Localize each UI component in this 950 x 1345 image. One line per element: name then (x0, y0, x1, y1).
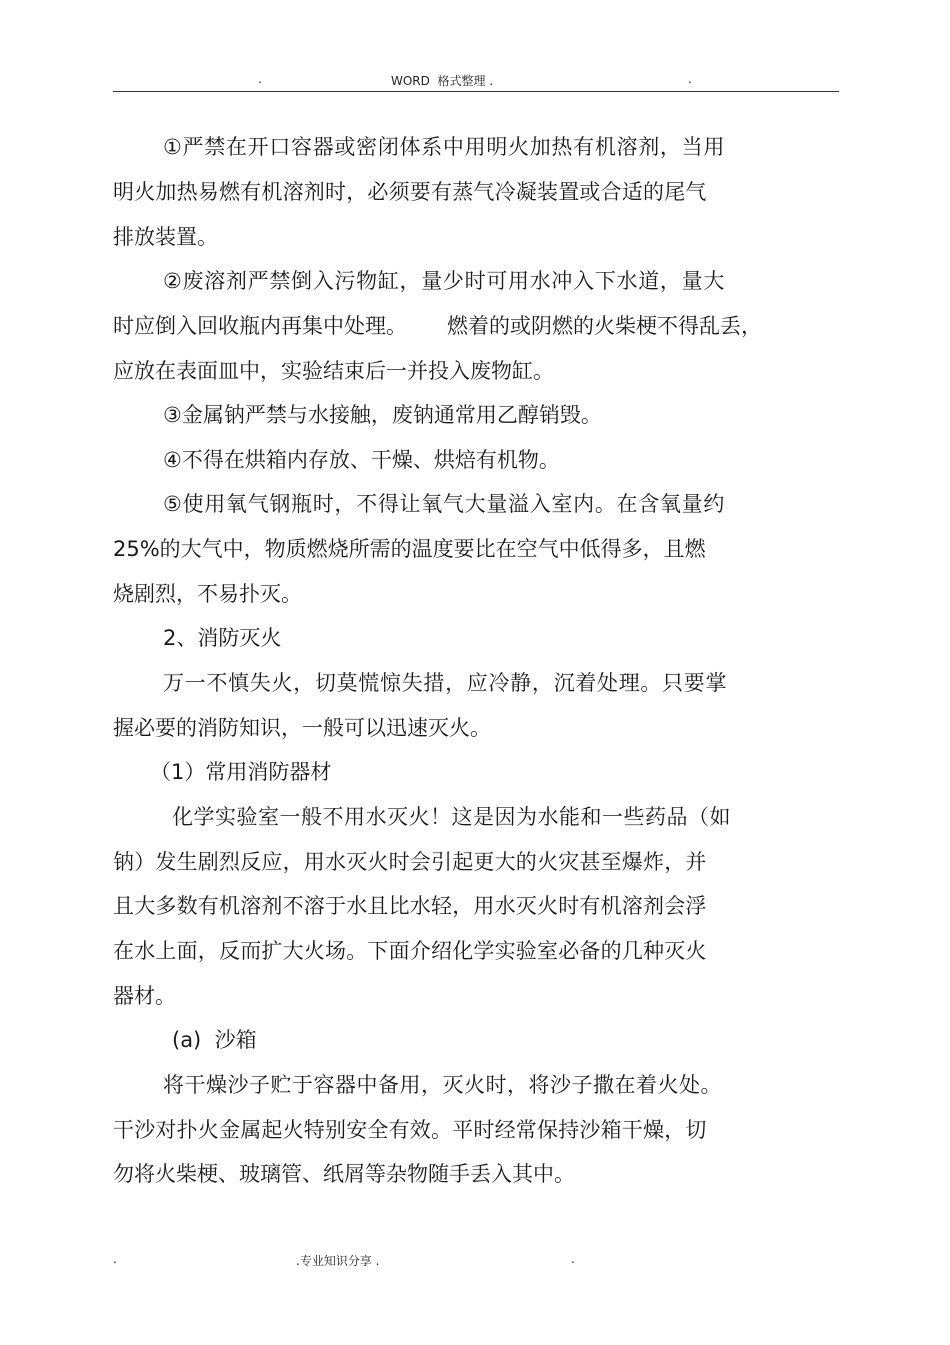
paragraph-line: 在水上面，反而扩大火场。下面介绍化学实验室必备的几种灭火 (113, 939, 707, 963)
paragraph-line: ③金属钠严禁与水接触，废钠通常用乙醇销毁。 (163, 403, 602, 427)
paragraph-line: 排放装置。 (113, 225, 218, 249)
footer-dot-left: . (113, 1252, 117, 1266)
paragraph-line: 握必要的消防知识，一般可以迅速灭火。 (113, 716, 491, 740)
paragraph-line: 25%的大气中，物质燃烧所需的温度要比在空气中低得多，且燃 (113, 537, 706, 561)
header-title: WORD 格式整理 . (391, 74, 494, 88)
footer-text: .专业知识分享 . (296, 1254, 380, 1268)
paragraph-line: 勿将火柴梗、玻璃管、纸屑等杂物随手丢入其中。 (113, 1162, 575, 1186)
subsection-heading: （1）常用消防器材 (150, 760, 332, 784)
paragraph-line: 且大多数有机溶剂不溶于水且比水轻，用水灭火时有机溶剂会浮 (113, 894, 707, 918)
paragraph-line: 时应倒入回收瓶内再集中处理。 燃着的或阴燃的火柴梗不得乱丢， (113, 314, 763, 338)
paragraph-line: ①严禁在开口容器或密闭体系中用明火加热有机溶剂，当用 (163, 135, 726, 159)
paragraph-line: 将干燥沙子贮于容器中备用，灭火时，将沙子撒在着火处。 (163, 1073, 722, 1097)
paragraph-line: 化学实验室一般不用水灭火！这是因为水能和一些药品（如 (172, 805, 731, 829)
paragraph-line: 钠）发生剧烈反应，用水灭火时会引起更大的火灾甚至爆炸，并 (113, 850, 707, 874)
paragraph-line: 干沙对扑火金属起火特别安全有效。平时经常保持沙箱干燥，切 (113, 1118, 707, 1142)
paragraph-line: 明火加热易燃有机溶剂时，必须要有蒸气冷凝装置或合适的尾气 (113, 180, 707, 204)
paragraph-line: 万一不慎失火，切莫慌惊失措，应冷静，沉着处理。只要掌 (163, 671, 728, 695)
paragraph-line: 烧剧烈，不易扑灭。 (113, 582, 302, 606)
paragraph-line: ④不得在烘箱内存放、干燥、烘焙有机物。 (163, 448, 560, 472)
paragraph-line: 器材。 (113, 984, 176, 1008)
header-rule (113, 91, 839, 92)
subsection-heading: (a) 沙箱 (172, 1028, 257, 1052)
paragraph-line: ②废溶剂严禁倒入污物缸，量少时可用水冲入下水道，量大 (163, 269, 726, 293)
section-heading: 2、消防灭火 (163, 626, 282, 650)
paragraph-line: ⑤使用氧气钢瓶时，不得让氧气大量溢入室内。在含氧量约 (163, 492, 726, 516)
paragraph-line: 应放在表面皿中，实验结束后一并投入废物缸。 (113, 359, 554, 383)
header-dot-right: . (688, 72, 692, 86)
header-dot-left: . (258, 72, 262, 86)
footer-dot-right: . (571, 1252, 575, 1266)
